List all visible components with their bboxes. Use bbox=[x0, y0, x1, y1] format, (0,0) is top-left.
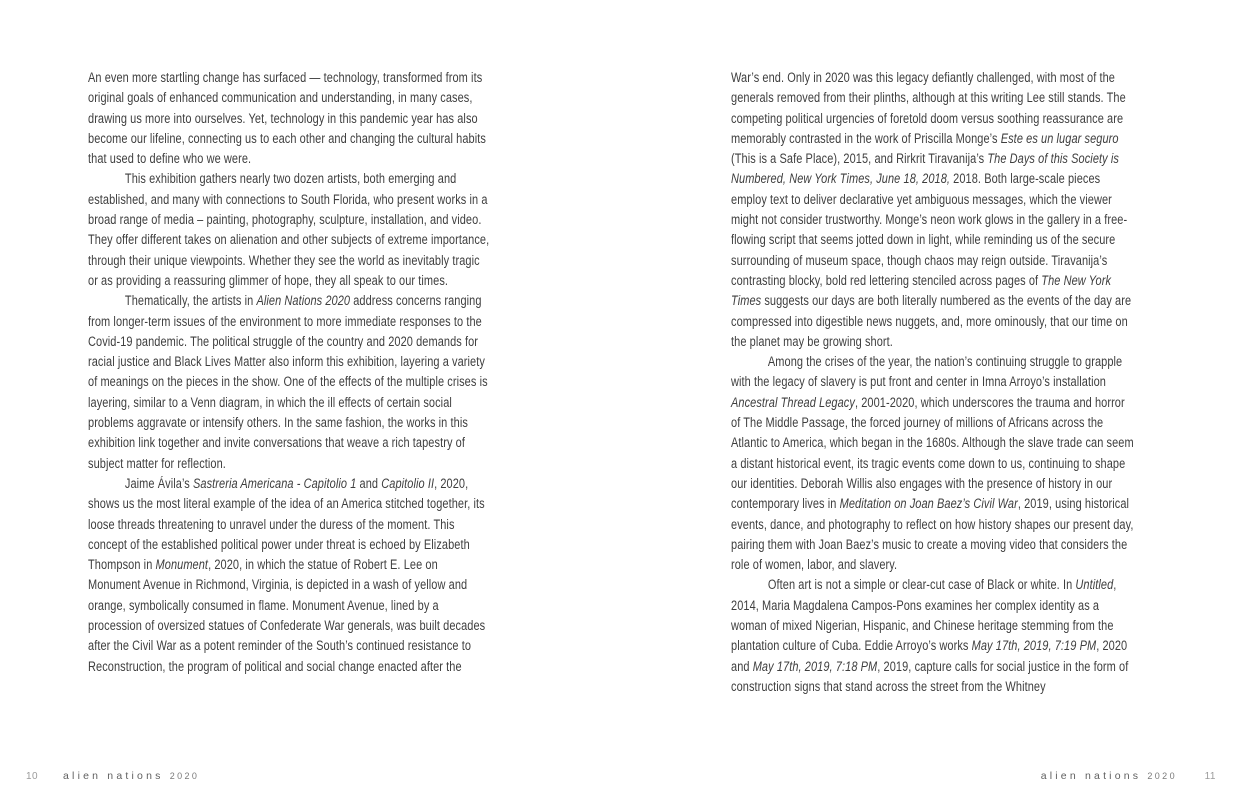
text-segment: , 2020, shows us the most literal example of the idea of an America stitched together, its loose threads threatening to unravel under the duress of the moment. This concept of the established political power under threat is echoed by Elizabeth Thompson in bbox=[88, 475, 485, 573]
text-segment: 2018. Both large-scale pieces employ text to deliver declarative yet ambiguous messages, which the viewer might not consider trustworthy. Monge’s neon work glows in the gallery in a free-flowing script that seems jotted down in light, while reminding us of the secure surrounding of museum space, though chaos may reign outside. Tiravanija’s contrasting blocky, bold red lettering stenciled across pages of bbox=[731, 171, 1128, 288]
italic-text-segment: May 17th, 2019, 7:18 PM bbox=[752, 658, 878, 674]
italic-text-segment: The Days of this Society is Numbered, New York Times, June 18, 2018, bbox=[731, 151, 1119, 187]
paragraph bbox=[88, 291, 491, 474]
text-segment: War’s end. Only in 2020 was this legacy defiantly challenged, with most of the generals removed from their plinths, although at this writing Lee still stands. The competing political urgencies of foretold doom versus soothing reassurance are memorably contrasted in the work of Priscilla Monge’s bbox=[731, 70, 1126, 146]
text-segment: Jaime Ávila’s bbox=[124, 475, 193, 491]
italic-text-segment: Untitled bbox=[1075, 577, 1114, 593]
text-segment: Among the crises of the year, the nation’s continuing struggle to grapple with the legacy of slavery is put front and center in Imna Arroyo’s installation bbox=[731, 354, 1123, 390]
paragraph bbox=[88, 169, 491, 291]
italic-text-segment: Meditation on Joan Baez’s Civil War bbox=[839, 496, 1018, 512]
text-segment: , 2001-2020, which underscores the trauma and horror of The Middle Passage, the forced journey of millions of Africans across the Atlantic to America, which began in the 1680s. Although the slave trade can seem a distant historical event, its tragic events come down to us, continuing to shape our identities. Deborah Willis also engages with the presence of history in our contemporary lives in bbox=[731, 394, 1134, 512]
paragraph bbox=[88, 474, 491, 677]
text-segment: , 2014, Maria Magdalena Campos-Pons examines her complex identity as a woman of mixed Nigerian, Hispanic, and Chinese heritage stemming from the plantation culture of Cuba. Eddie Arroyo’s works bbox=[731, 577, 1117, 654]
text-segment: , 2020, in which the statue of Robert E. Lee on Monument Avenue in Richmond, Virginia, is depicted in a wash of yellow and orange, symbolically consumed in flame. Monument Avenue, lined by a procession of oversized statues of Confederate War generals, was built decades after the Civil War as a potent reminder of the South’s continued resistance to Reconstruction, the program of political and social change enacted after the bbox=[88, 557, 486, 674]
text-segment: Often art is not a simple or clear-cut case of Black or white. In bbox=[767, 577, 1076, 593]
paragraph bbox=[731, 68, 1134, 352]
left-page-text-column bbox=[88, 68, 491, 677]
text-segment: Thematically, the artists in bbox=[124, 293, 257, 309]
italic-text-segment: Capitolio II bbox=[381, 475, 435, 491]
left-footer-year: 2020 bbox=[169, 771, 200, 781]
text-segment: (This is a Safe Place), 2015, and Rirkrit Tiravanija’s bbox=[731, 151, 988, 167]
italic-text-segment: May 17th, 2019, 7:19 PM bbox=[971, 638, 1097, 654]
left-footer-title-text: alien nations bbox=[63, 770, 164, 782]
text-segment: address concerns ranging from longer-term issues of the environment to more immediate responses to the Covid-19 pandemic. The political struggle of the country and 2020 demands for racial justice and Black Lives Matter also inform this exhibition, layering a variety of meanings on the pieces in the show. One of the effects of the multiple crises is layering, similar to a Venn diagram, in which the ill effects of certain social problems aggravate or intensify others. In the same fashion, the works in this exhibition link together and invite conversations that weave a rich tapestry of subject matter for reflection. bbox=[88, 293, 488, 471]
paragraph bbox=[731, 575, 1134, 697]
italic-text-segment: Monument bbox=[155, 557, 209, 573]
italic-text-segment: Alien Nations 2020 bbox=[256, 293, 351, 309]
paragraph bbox=[88, 68, 491, 169]
right-footer-title bbox=[1041, 770, 1177, 782]
left-footer-title bbox=[63, 770, 199, 782]
text-segment: This exhibition gathers nearly two dozen artists, both emerging and established, and many with connections to South Florida, who present works in a broad range of media – painting, photography, sculpture, installation, and video. They offer different takes on alienation and other subjects of extreme importance, through their unique viewpoints. Whether they see the world as inevitably tragic or as providing a reassuring glimmer of hope, they all speak to our times. bbox=[88, 171, 490, 288]
italic-text-segment: Sastreria Americana - Capitolio 1 bbox=[192, 475, 357, 491]
text-segment: An even more startling change has surfaced — technology, transformed from its original goals of enhanced communication and understanding, in many cases, drawing us more into ourselves. Yet, technology in this pandemic year has also become our lifeline, connecting us to each other and changing the cultural habits that used to define who we were. bbox=[88, 70, 486, 167]
italic-text-segment: The New York Times bbox=[731, 272, 1112, 309]
text-segment: , 2019, using historical events, dance, and photography to reflect on how history shapes our present day, pairing them with Joan Baez’s music to create a moving video that considers the role of women, labor, and slavery. bbox=[731, 496, 1134, 573]
italic-text-segment: Este es un lugar seguro bbox=[1000, 130, 1119, 146]
italic-text-segment: Ancestral Thread Legacy bbox=[731, 394, 855, 410]
text-segment: and bbox=[356, 475, 382, 491]
right-page-text-column bbox=[731, 68, 1134, 697]
right-footer-title-text: alien nations bbox=[1040, 770, 1142, 782]
text-segment: suggests our days are both literally numbered as the events of the day are compressed into digestible news nuggets, and, more ominously, that our time on the planet may be growing short. bbox=[731, 293, 1132, 349]
right-page-number: 11 bbox=[1204, 771, 1216, 782]
right-footer-year: 2020 bbox=[1147, 771, 1177, 781]
left-page-number: 10 bbox=[26, 771, 39, 782]
text-segment: , 2020 and bbox=[731, 638, 1128, 674]
text-segment: , 2019, capture calls for social justice in the form of construction signs that stand across the street from the Whitney bbox=[731, 658, 1129, 694]
paragraph bbox=[731, 352, 1134, 575]
